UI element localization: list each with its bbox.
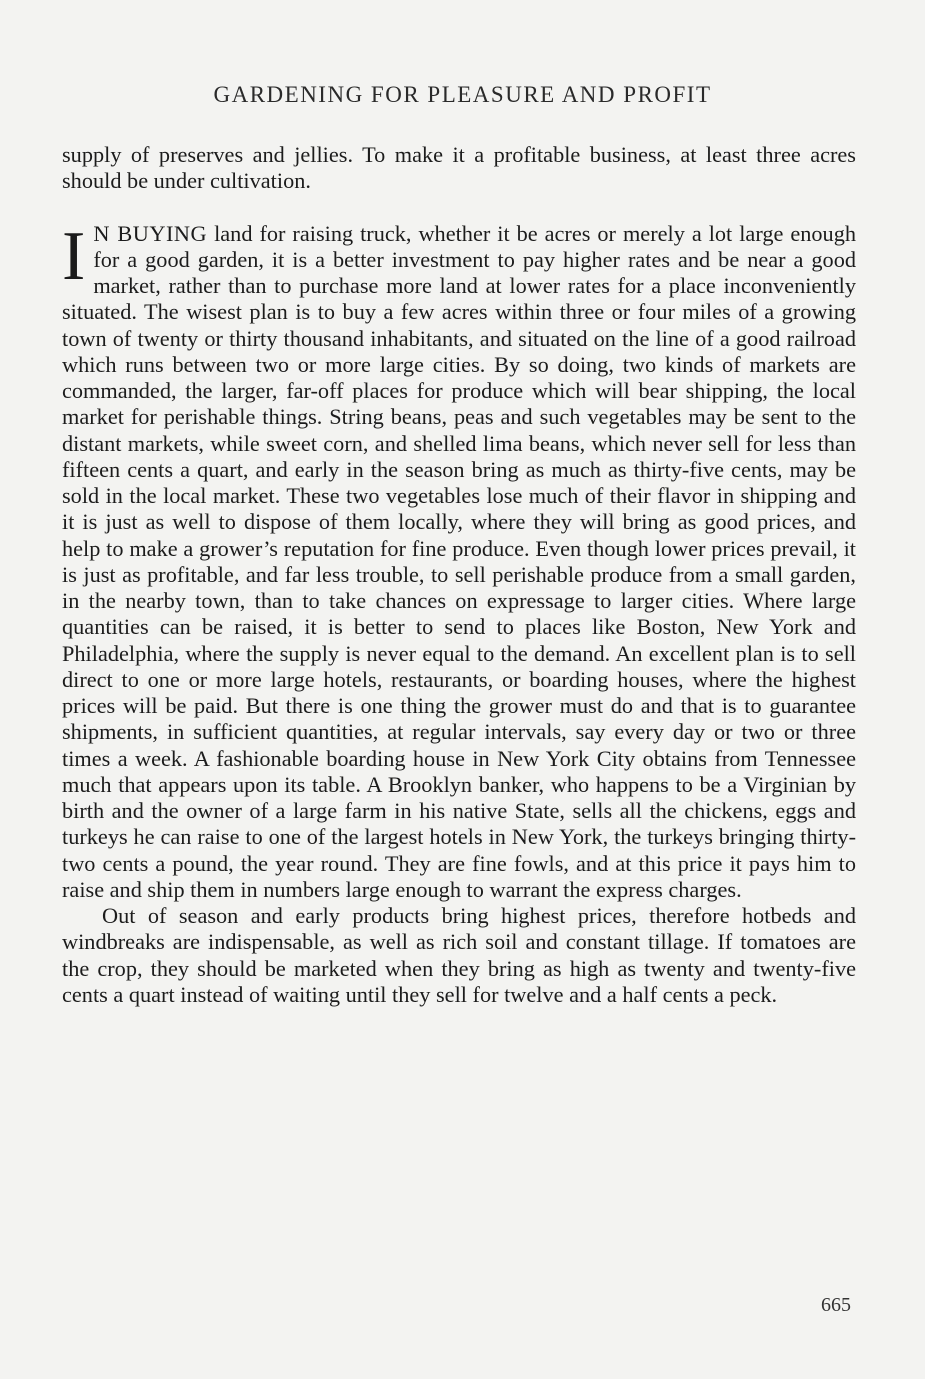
paragraph-2-lead: N BUYING bbox=[93, 220, 208, 246]
page-number: 665 bbox=[821, 1294, 851, 1316]
body-text bbox=[62, 142, 856, 1008]
drop-cap: I bbox=[62, 217, 86, 295]
paragraph-2 bbox=[62, 217, 856, 904]
running-head: GARDENING FOR PLEASURE AND PROFIT bbox=[213, 82, 712, 107]
paragraph-3: Out of season and early products bring highest prices, therefore hotbeds and windbreaks are indispensable, as well as rich soil and constant tillage. If tomatoes are the crop, they should be marketed when they bring as high as twenty and twenty-five cents a quart instead of waiting until they sell for twelve and a half cents a peck. bbox=[62, 903, 856, 1007]
paragraph-2-text: land for raising truck, whether it be acres or merely a lot large enough for a good garden, it is a better investment to pay higher rates and be near a good market, rather than to purchase more land at lower rates for a place inconveniently situated. The wisest plan is to buy a few acres within three or four miles of a growing town of twenty or thirty thousand inhabitants, and situated on the line of a good railroad which runs between two or more large cities. By so doing, two kinds of markets are commanded, the larger, far-off places for produce which will bear shipping, the local market for perishable things. String beans, peas and such vegetables may be sent to the distant markets, while sweet corn, and shelled lima beans, which never sell for less than fifteen cents a quart, and early in the season bring as much as thirty-five cents, may be sold in the local market. These two vegetables lose much of their flavor in shipping and it is just as well to dispose of them locally, where they will bring as good prices, and help to make a grower’s reputation for fine produce. Even though lower prices prevail, it is just as profitable, and far less trouble, to sell perishable produce from a small garden, in the nearby town, than to take chances on expressage to larger cities. Where large quantities can be raised, it is better to send to places like Boston, New York and Philadelphia, where the supply is never equal to the demand. An excellent plan is to sell direct to one or more large hotels, restaurants, or boarding houses, where the highest prices will be paid. But there is one thing the grower must do and that is to guarantee shipments, in sufficient quantities, at regular intervals, say every day or two or three times a week. A fashionable boarding house in New York City obtains from Tennessee much that appears upon its table. A Brooklyn banker, who happens to be a Virginian by birth and the owner of a large farm in his native State, sells all the chickens, eggs and turkeys he can raise to one of the largest hotels in New York, the turkeys bringing thirty-two cents a pound, the year round. They are fine fowls, and at this price it pays him to raise and ship them in numbers large enough to warrant the express charges. bbox=[62, 220, 856, 902]
paragraph-1: supply of preserves and jellies. To make it a profitable business, at least three acres should be under cultivation. bbox=[62, 142, 856, 194]
